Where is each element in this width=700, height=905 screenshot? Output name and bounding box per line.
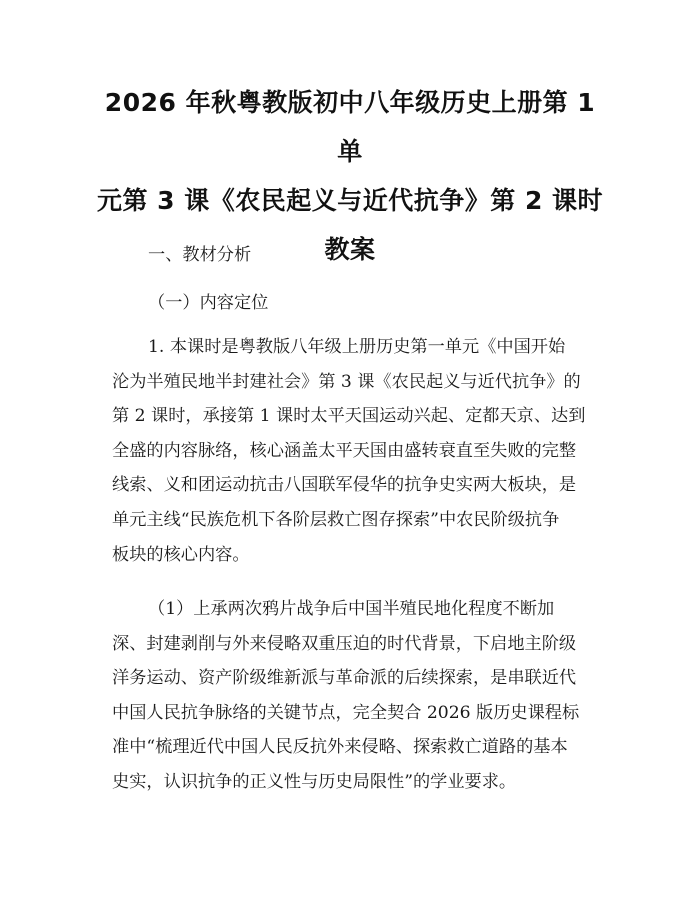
paragraph-2	[112, 592, 598, 800]
title-line: 元第 3 课《农民起义与近代抗争》第 2 课时	[96, 186, 604, 215]
paragraph-line: 全盛的内容脉络，核心涵盖太平天国由盛转衰直至失败的完整	[112, 440, 577, 461]
title-line: 2026 年秋粤教版初中八年级历史上册第 1 单	[104, 88, 596, 166]
paragraph-line: 线索、义和团运动抗击八国联军侵华的抗争史实两大板块，是	[112, 475, 577, 496]
paragraph-line: 第 2 课时，承接第 1 课时太平天国运动兴起、定都天京、达到	[112, 406, 586, 427]
subsection-heading-text: （一）内容定位	[148, 293, 269, 313]
paragraph-line: 深、封建剥削与外来侵略双重压迫的时代背景，下启地主阶级	[112, 633, 577, 654]
paragraph-line: 单元主线“民族危机下各阶层救亡图存探索”中农民阶级抗争	[112, 509, 560, 530]
paragraph-line: 洋务运动、资产阶级维新派与革命派的后续探索，是串联近代	[112, 668, 577, 689]
title-line: 教案	[324, 235, 376, 264]
paragraph-line: 板块的核心内容。	[112, 544, 250, 565]
paragraph-line: 史实，认识抗争的正义性与历史局限性”的学业要求。	[112, 771, 517, 792]
paragraph-line: 准中“梳理近代中国人民反抗外来侵略、探索救亡道路的基本	[112, 737, 568, 758]
paragraph-line: （1）上承两次鸦片战争后中国半殖民地化程度不断加	[148, 599, 555, 619]
section-heading	[112, 238, 598, 273]
paragraph-line: 1. 本课时是粤教版八年级上册历史第一单元《中国开始	[148, 337, 566, 357]
paragraph-1	[112, 330, 598, 572]
subsection-heading	[112, 286, 598, 321]
paragraph-line: 中国人民抗争脉络的关键节点，完全契合 2026 版历史课程标	[112, 702, 580, 723]
paragraph-line: 沦为半殖民地半封建社会》第 3 课《农民起义与近代抗争》的	[112, 371, 581, 392]
section-heading-text: 一、教材分析	[148, 245, 252, 265]
